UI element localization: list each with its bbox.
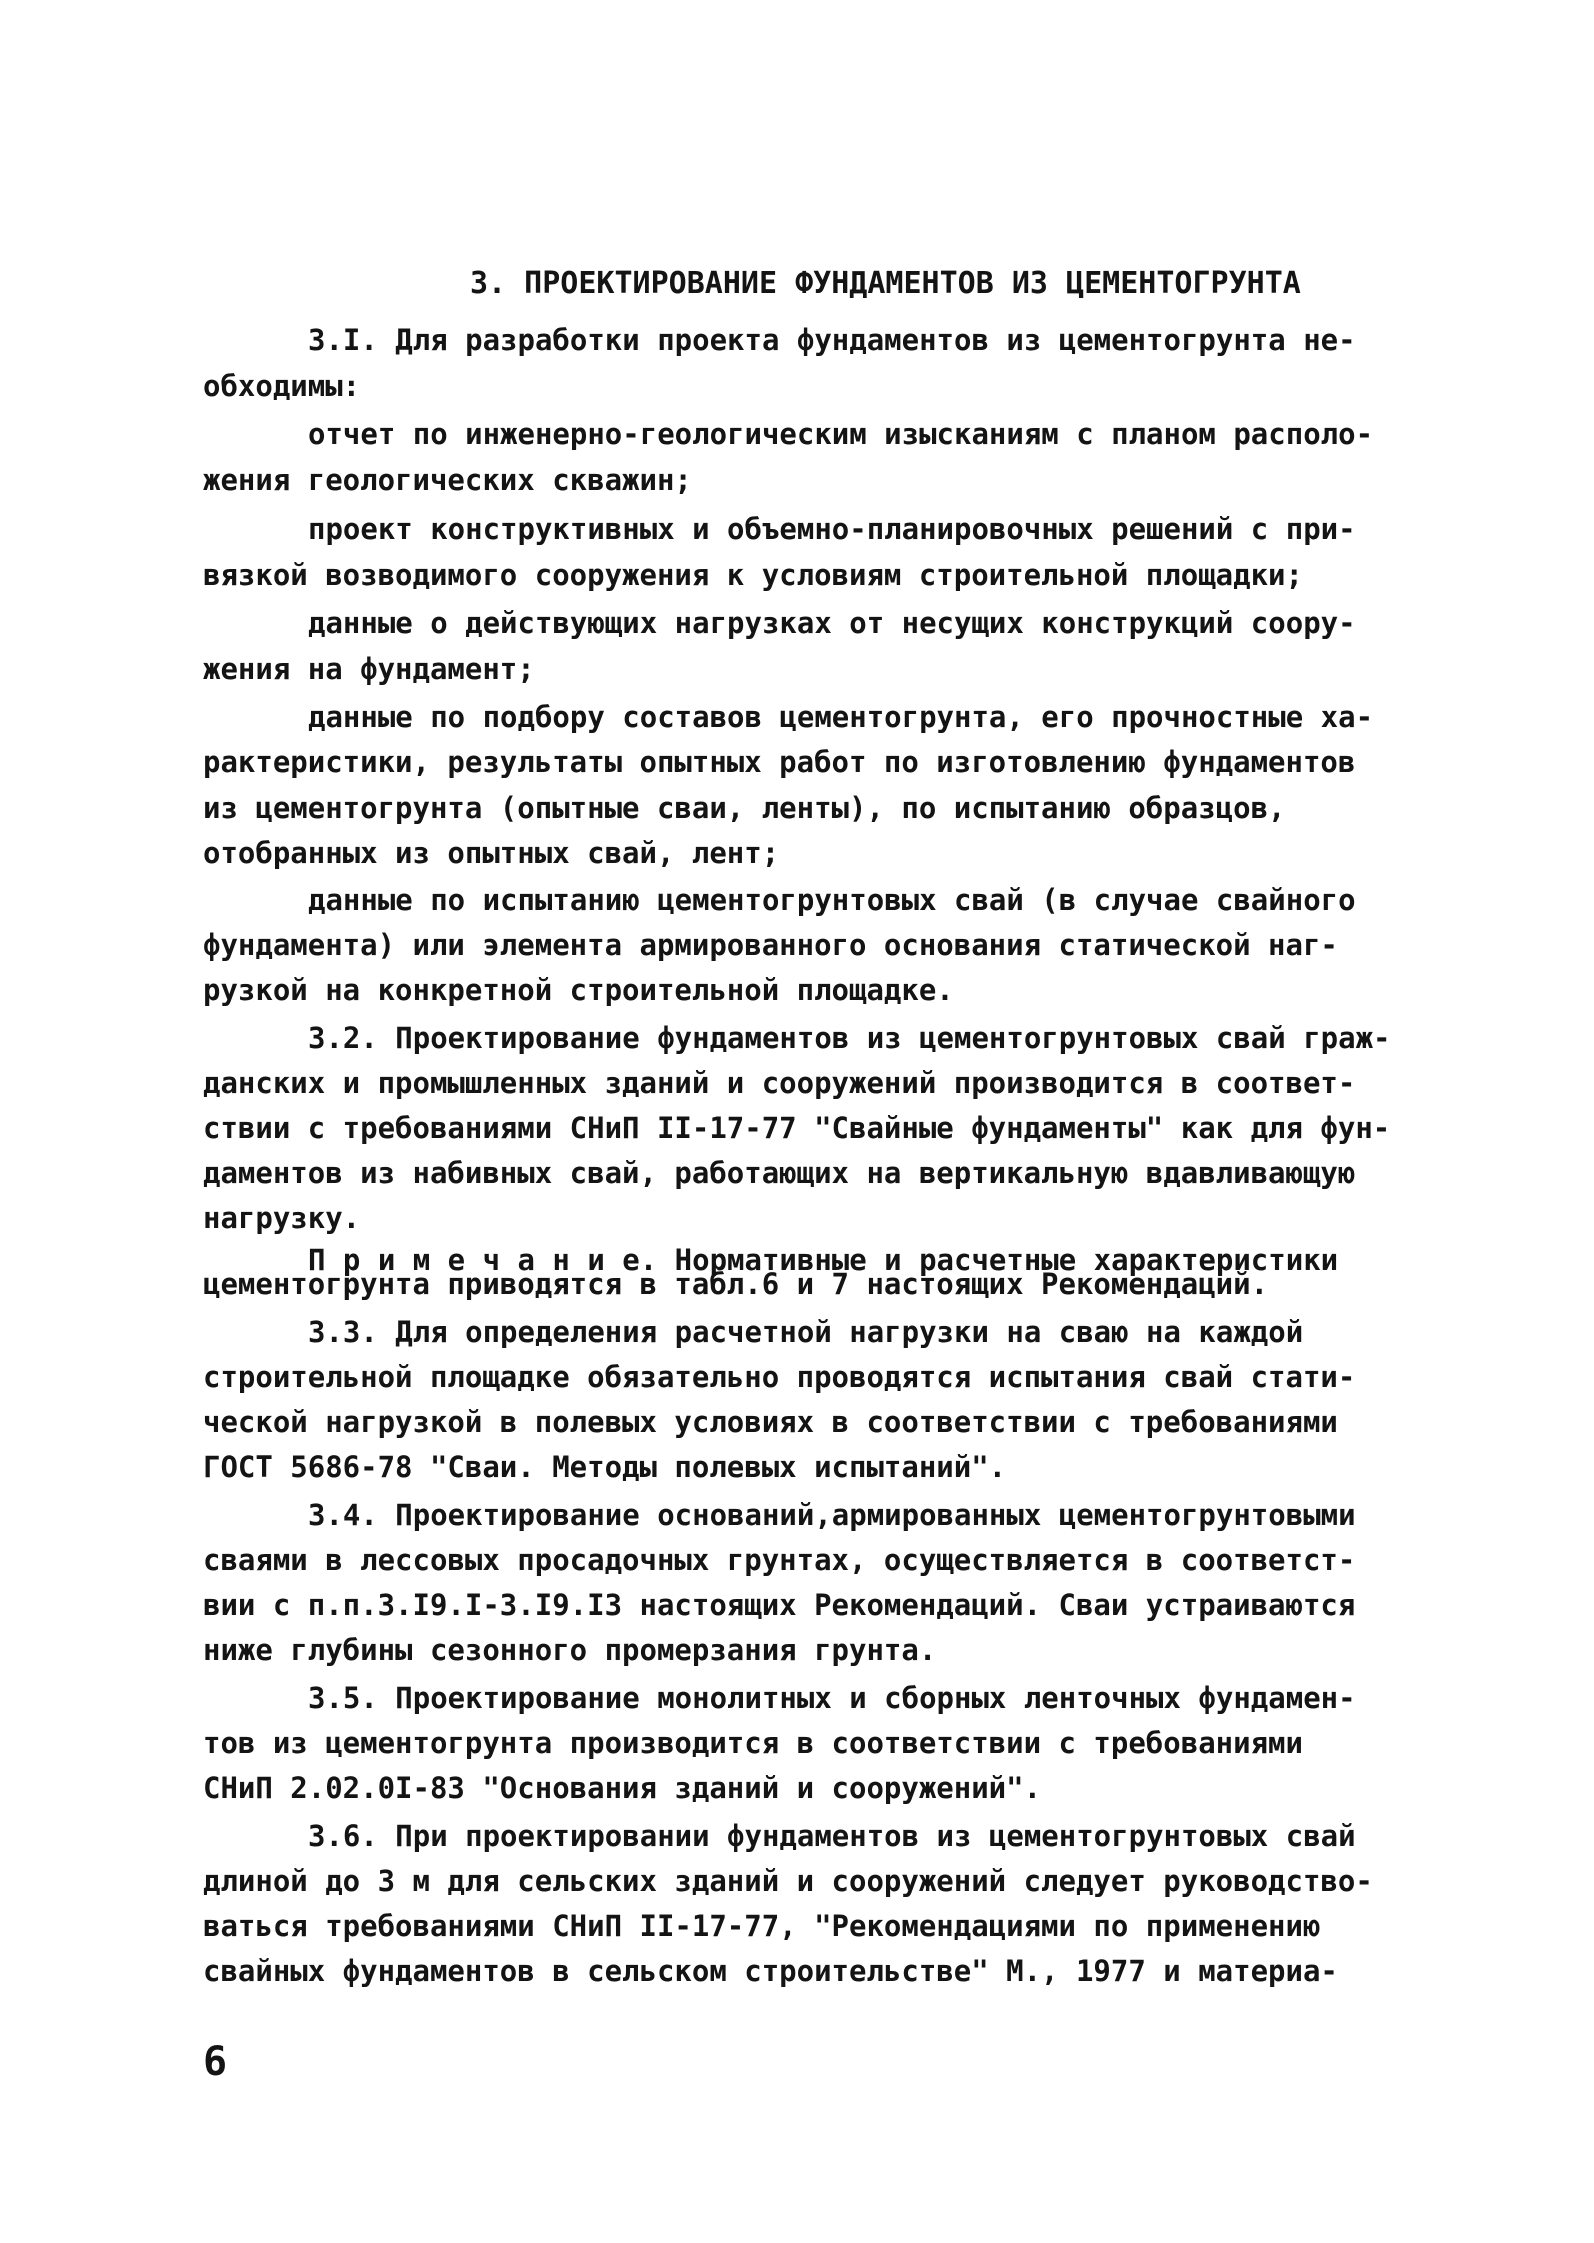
text-line: свайных фундаментов в сельском строительстве" М., 1977 и материа- bbox=[203, 1954, 1338, 1988]
section-title: 3. ПРОЕКТИРОВАНИЕ ФУНДАМЕНТОВ ИЗ ЦЕМЕНТОГРУНТА bbox=[470, 266, 1301, 301]
text-line: фундамента) или элемента армированного основания статической наг- bbox=[203, 928, 1338, 962]
text-line: отчет по инженерно-геологическим изысканиям с планом располо- bbox=[308, 417, 1374, 451]
page-number: 6 bbox=[203, 2039, 228, 2085]
text-line: ствии с требованиями СНиП II-17-77 "Свайные фундаменты" как для фун- bbox=[203, 1111, 1391, 1145]
text-line: тов из цементогрунта производится в соответствии с требованиями bbox=[203, 1726, 1303, 1760]
text-line: 3.4. Проектирование оснований,армированных цементогрунтовыми bbox=[308, 1498, 1356, 1532]
text-line: 3.2. Проектирование фундаментов из цементогрунтовых свай граж- bbox=[308, 1021, 1391, 1055]
text-line: вии с п.п.3.I9.I-3.I9.I3 настоящих Рекомендаций. Сваи устраиваются bbox=[203, 1588, 1356, 1622]
text-line: 3.I. Для разработки проекта фундаментов из цементогрунта не- bbox=[308, 323, 1356, 357]
text-line: длиной до 3 м для сельских зданий и сооружений следует руководство- bbox=[203, 1864, 1373, 1898]
text-line: данные по испытанию цементогрунтовых свай (в случае свайного bbox=[308, 883, 1356, 917]
text-line: ГОСТ 5686-78 "Сваи. Методы полевых испытаний". bbox=[203, 1450, 1007, 1484]
text-line: нагрузку. bbox=[203, 1201, 361, 1235]
text-line: данные по подбору составов цементогрунта, его прочностные ха- bbox=[308, 700, 1374, 734]
text-line: 3.3. Для определения расчетной нагрузки на сваю на каждой bbox=[308, 1315, 1304, 1349]
text-line: 3.5. Проектирование монолитных и сборных ленточных фундамен- bbox=[308, 1681, 1356, 1715]
text-line: из цементогрунта (опытные сваи, ленты), по испытанию образцов, bbox=[203, 791, 1286, 825]
text-line: обходимы: bbox=[203, 369, 361, 403]
text-line: сваями в лессовых просадочных грунтах, осуществляется в соответст- bbox=[203, 1543, 1356, 1577]
text-line: ческой нагрузкой в полевых условиях в соответствии с требованиями bbox=[203, 1405, 1338, 1439]
text-line: 3.6. При проектировании фундаментов из цементогрунтовых свай bbox=[308, 1819, 1356, 1853]
text-line: жения геологических скважин; bbox=[203, 463, 692, 497]
text-line: проект конструктивных и объемно-планировочных решений с при- bbox=[308, 512, 1356, 546]
text-line: данные о действующих нагрузках от несущих конструкций соору- bbox=[308, 606, 1356, 640]
text-line: рузкой на конкретной строительной площадке. bbox=[203, 973, 954, 1007]
text-line: данских и промышленных зданий и сооружений производится в соответ- bbox=[203, 1066, 1356, 1100]
text-line: отобранных из опытных свай, лент; bbox=[203, 836, 780, 870]
text-line: ваться требованиями СНиП II-17-77, "Рекомендациями по применению bbox=[203, 1909, 1321, 1943]
text-line: рактеристики, результаты опытных работ по изготовлению фундаментов bbox=[203, 745, 1356, 779]
text-line: вязкой возводимого сооружения к условиям строительной площадки; bbox=[203, 558, 1303, 592]
note-line: цементогрунта приводятся в табл.6 и 7 настоящих Рекомендаций. bbox=[203, 1267, 1269, 1301]
text-line: строительной площадке обязательно проводятся испытания свай стати- bbox=[203, 1360, 1356, 1394]
note-line: П р и м е ч а н и е. Нормативные и расчетные характеристики bbox=[308, 1243, 1339, 1277]
text-line: жения на фундамент; bbox=[203, 652, 535, 686]
text-line: даментов из набивных свай, работающих на вертикальную вдавливающую bbox=[203, 1156, 1356, 1190]
text-line: ниже глубины сезонного промерзания грунта. bbox=[203, 1633, 937, 1667]
text-line: СНиП 2.02.0I-83 "Основания зданий и сооружений". bbox=[203, 1771, 1042, 1805]
